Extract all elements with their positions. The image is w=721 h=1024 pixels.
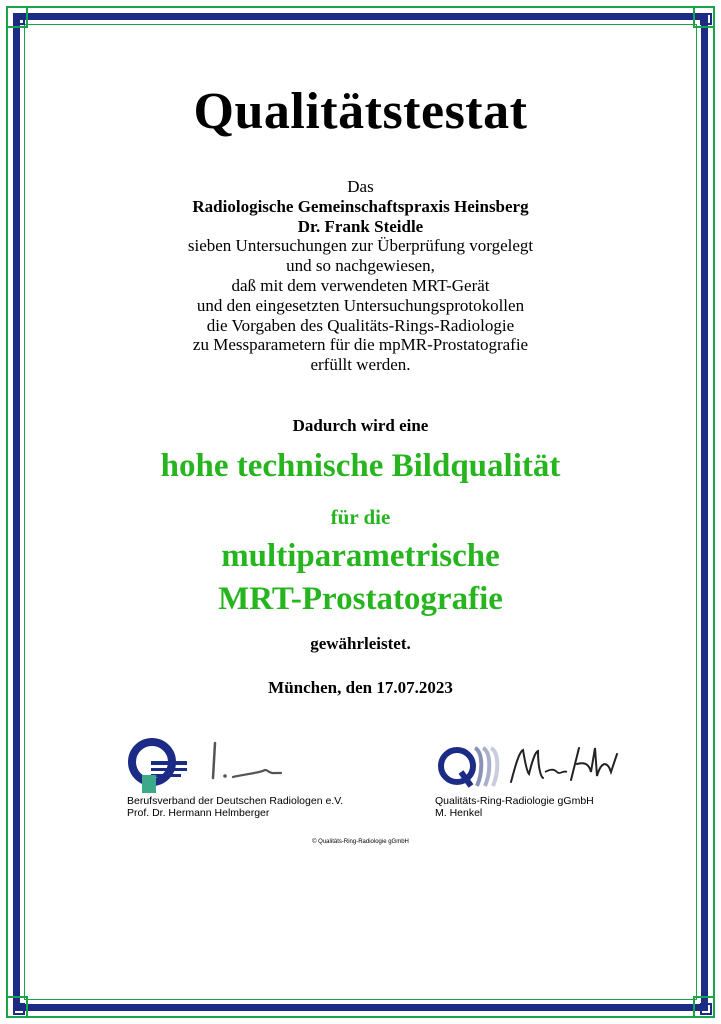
highlight-multiparametric: multiparametrische	[221, 538, 500, 574]
body-line: daß mit dem verwendeten MRT-Gerät	[231, 275, 490, 295]
corner-ornament-top-right	[693, 6, 715, 28]
intro-das: Das	[347, 177, 374, 196]
signature-right	[435, 795, 594, 819]
body-line: sieben Untersuchungen zur Überprüfung vorgelegt	[187, 236, 534, 256]
highlight-quality: hohe technische Bildqualität	[160, 448, 561, 484]
highlight-prostatography: MRT-Prostatografie	[218, 581, 503, 617]
highlight-fuer-die: für die	[330, 505, 391, 529]
corner-ornament-top-left	[6, 6, 28, 28]
practice-name: Radiologische Gemeinschaftspraxis Heinsberg	[192, 196, 529, 216]
signature-left	[127, 795, 343, 819]
signature-right-person: M. Henkel	[435, 807, 483, 819]
dadurch-line: Dadurch wird eine	[292, 416, 429, 435]
body-line: und den eingesetzten Untersuchungsprotokollen	[196, 295, 525, 315]
certificate-body	[0, 177, 721, 375]
corner-ornament-bottom-right	[693, 996, 715, 1018]
signature-helmberger-icon	[205, 740, 285, 785]
body-line: zu Messparametern für die mpMR-Prostatografie	[192, 335, 529, 355]
doctor-name: Dr. Frank Steidle	[297, 216, 424, 236]
signature-right-org: Qualitäts-Ring-Radiologie gGmbH	[435, 795, 594, 807]
guaranteed-line: gewährleistet.	[310, 634, 411, 653]
signature-left-person: Prof. Dr. Hermann Helmberger	[127, 807, 270, 819]
signature-left-org: Berufsverband der Deutschen Radiologen e.V.	[127, 795, 344, 807]
certificate-title: Qualitätstestat	[193, 83, 528, 140]
corner-ornament-bottom-left	[6, 996, 28, 1018]
bdr-logo-icon	[127, 737, 187, 797]
qrr-logo-icon	[435, 742, 505, 792]
body-line: und so nachgewiesen,	[286, 256, 435, 276]
body-line: erfüllt werden.	[310, 355, 411, 375]
copyright-note: © Qualitäts-Ring-Radiologie gGmbH	[312, 839, 409, 845]
date-line: München, den 17.07.2023	[268, 678, 453, 697]
signature-henkel-icon	[505, 742, 625, 792]
body-line: die Vorgaben des Qualitäts-Rings-Radiologie	[206, 315, 515, 335]
